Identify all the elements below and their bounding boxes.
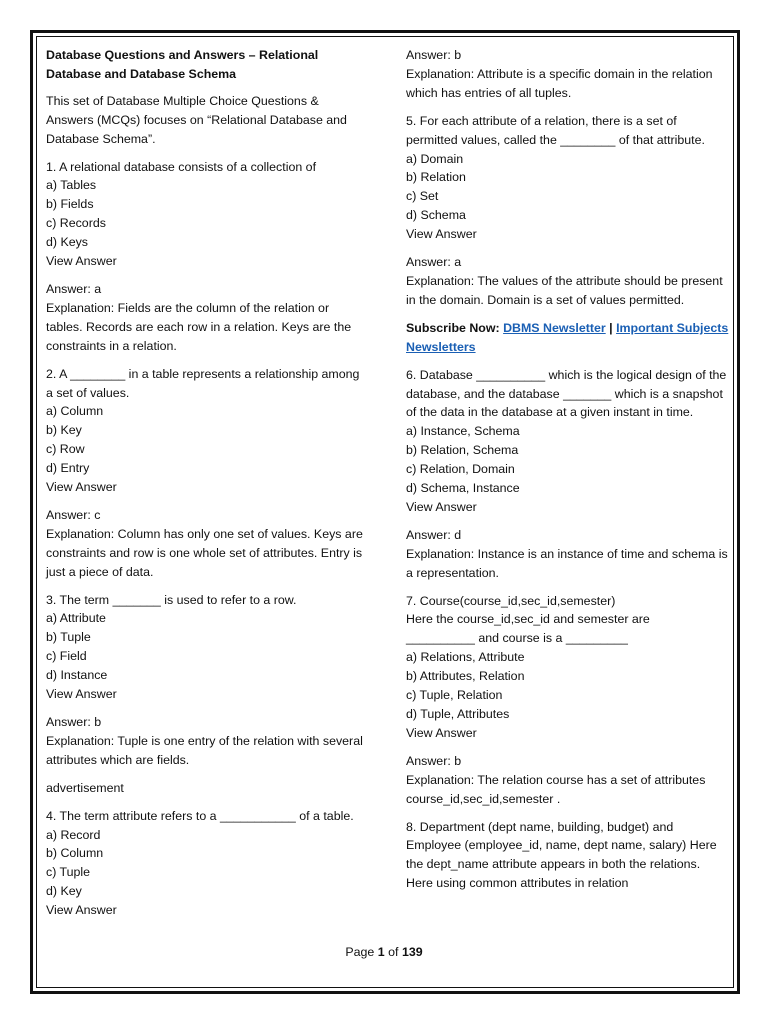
answer-label: Answer: a [46, 281, 102, 296]
question-text-line: Here the course_id,sec_id and semester are [406, 612, 650, 627]
explanation: Explanation: The values of the attribute should be present in the domain. Domain is a set of values permitted. [406, 273, 723, 307]
question-6 [406, 366, 730, 517]
explanation: Explanation: Attribute is a specific domain in the relation which has entries of all tuples. [406, 66, 713, 100]
view-answer-link[interactable]: View Answer [46, 903, 117, 918]
view-answer-link[interactable]: View Answer [46, 687, 117, 702]
question-text: 2. A ________ in a table represents a relationship among a set of values. [46, 366, 360, 400]
explanation: Explanation: Column has only one set of values. Keys are constraints and row is one whole set of attributes. Entry is just a piece of data. [46, 526, 363, 579]
question-7 [406, 592, 730, 743]
right-column [406, 46, 730, 902]
explanation: Explanation: Instance is an instance of time and schema is a representation. [406, 546, 728, 580]
explanation: Explanation: Tuple is one entry of the relation with several attributes which are fields. [46, 733, 363, 767]
left-column [46, 46, 368, 929]
question-text-line: __________ and course is a _________ [406, 631, 628, 646]
of-word: of [388, 945, 399, 959]
answer-label: Answer: b [46, 715, 102, 729]
option: b) Relation [406, 170, 466, 185]
option: c) Relation, Domain [406, 462, 515, 477]
page-total: 139 [401, 945, 423, 959]
option: c) Tuple [46, 865, 91, 880]
option: d) Key [46, 884, 82, 899]
option: a) Instance, Schema [406, 424, 520, 439]
question-2 [46, 365, 368, 497]
question-3 [46, 591, 368, 704]
option: b) Key [46, 423, 82, 438]
important-subjects-newsletters-link[interactable]: Important Subjects Newsletters [406, 320, 729, 354]
option: a) Domain [406, 151, 464, 166]
subscribe-label: Subscribe Now: [406, 320, 500, 335]
advertisement-label: advertisement [46, 780, 124, 795]
option: a) Column [46, 404, 104, 419]
answer-6 [406, 526, 730, 583]
question-text: 8. Department (dept name, building, budget) and Employee (employee_id, name, dept name, salary) Here the dept_name attribute appears in both the relations. Here using common attributes in relation [406, 819, 717, 891]
dbms-newsletter-link[interactable]: DBMS Newsletter [503, 320, 606, 335]
question-text: 3. The term _______ is used to refer to a row. [46, 592, 297, 607]
explanation: Explanation: Fields are the column of the relation or tables. Records are each row in a relation. Keys are the constraints in a relation. [46, 300, 352, 353]
option: c) Row [46, 442, 85, 457]
option: b) Tuple [46, 630, 91, 645]
question-4 [46, 807, 368, 920]
answer-2 [46, 506, 368, 582]
answer-5 [406, 253, 730, 310]
question-text: 5. For each attribute of a relation, there is a set of permitted values, called the ________ of that attribute. [406, 113, 705, 147]
view-answer-link[interactable]: View Answer [406, 227, 477, 242]
option: d) Schema [406, 208, 466, 223]
option: d) Entry [46, 461, 90, 476]
question-5 [406, 112, 730, 244]
answer-3 [46, 713, 368, 770]
question-text-line: 7. Course(course_id,sec_id,semester) [406, 593, 616, 608]
subscribe-line [406, 319, 730, 357]
question-text: 6. Database __________ which is the logical design of the database, and the database _______ which is a snapshot of the data in the database at a given instant in time. [406, 367, 727, 420]
question-text: 4. The term attribute refers to a ___________ of a table. [46, 808, 354, 823]
option: c) Field [46, 649, 87, 664]
option: c) Tuple, Relation [406, 688, 503, 703]
answer-label: Answer: b [406, 48, 462, 62]
option: b) Column [46, 846, 104, 861]
option: d) Tuple, Attributes [406, 707, 510, 721]
question-1 [46, 158, 368, 271]
option: a) Attribute [46, 611, 106, 626]
option: d) Keys [46, 235, 89, 250]
answer-label: Answer: d [406, 527, 462, 542]
view-answer-link[interactable]: View Answer [406, 725, 477, 740]
answer-1 [46, 280, 368, 356]
answer-4 [406, 46, 730, 103]
answer-7 [406, 752, 730, 809]
answer-label: Answer: c [46, 507, 101, 522]
option: b) Fields [46, 197, 94, 212]
view-answer-link[interactable]: View Answer [46, 254, 117, 269]
option: a) Relations, Attribute [406, 650, 525, 665]
view-answer-link[interactable]: View Answer [46, 480, 117, 495]
question-8 [406, 818, 730, 894]
page-word: Page [345, 945, 375, 959]
page-number: 1 [377, 945, 385, 959]
page-footer [0, 945, 768, 959]
option: a) Tables [46, 178, 97, 193]
question-text: 1. A relational database consists of a collection of [46, 159, 317, 174]
option: a) Record [46, 827, 101, 842]
explanation: Explanation: The relation course has a set of attributes course_id,sec_id,semester . [406, 772, 706, 806]
option: b) Attributes, Relation [406, 669, 525, 684]
intro-paragraph: This set of Database Multiple Choice Questions & Answers (MCQs) focuses on “Relational Database and Database Schema”. [46, 93, 347, 146]
answer-label: Answer: b [406, 753, 462, 768]
option: b) Relation, Schema [406, 443, 519, 458]
answer-label: Answer: a [406, 255, 462, 270]
option: c) Set [406, 189, 439, 204]
document-title: Database Questions and Answers – Relational Database and Database Schema [46, 48, 319, 81]
option: d) Instance [46, 668, 108, 683]
option: c) Records [46, 216, 106, 231]
view-answer-link[interactable]: View Answer [406, 499, 477, 514]
subscribe-separator: | [609, 320, 613, 335]
option: d) Schema, Instance [406, 481, 520, 496]
